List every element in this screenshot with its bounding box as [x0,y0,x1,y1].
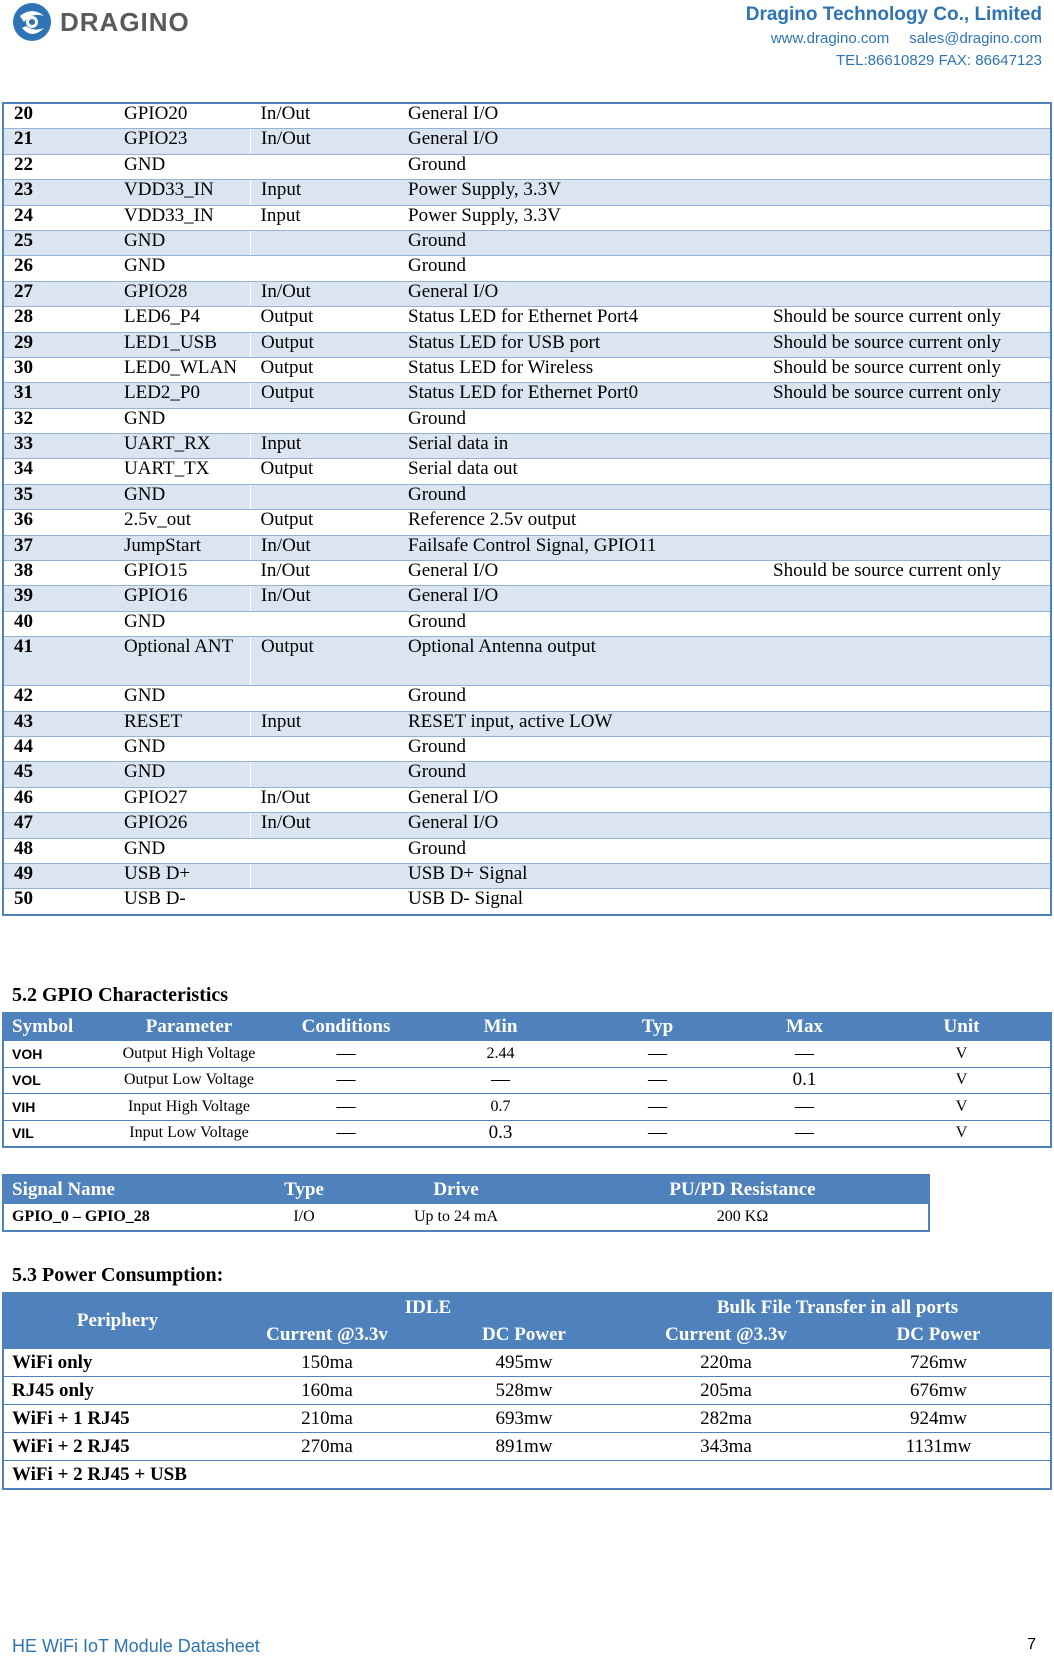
col-drive: Drive [355,1175,557,1204]
table-row [3,686,1051,711]
table-row [3,129,1051,154]
drive-table [2,1174,930,1232]
pin-description: Ground [398,154,763,179]
pin-note [763,103,1051,129]
pin-note [763,484,1051,509]
gpio-parameter: Input Low Voltage [108,1120,270,1147]
table-row [3,736,1051,761]
gpio-unit: V [873,1094,1051,1121]
gpio-conditions: — [270,1094,422,1121]
pin-type: Output [251,637,399,686]
logo-text: DRAGINO [60,7,190,37]
power-bulk-power [827,1461,1051,1490]
page-number: 7 [1027,1636,1036,1653]
pin-name: GPIO15 [114,561,251,586]
table-row [3,180,1051,205]
pin-name: GPIO27 [114,787,251,812]
table-row [3,357,1051,382]
pin-number: 24 [3,205,114,230]
gpio-max: — [736,1094,873,1121]
col-resistance: PU/PD Resistance [557,1175,929,1204]
pin-name: UART_RX [114,434,251,459]
pin-number: 31 [3,383,114,408]
gpio-min: 0.3 [422,1120,579,1147]
pin-type: In/Out [251,561,399,586]
gpio-min: — [422,1067,579,1094]
power-bulk-current: 220ma [625,1349,827,1377]
pin-number: 20 [3,103,114,129]
power-periphery: WiFi + 2 RJ45 [3,1433,231,1461]
pin-number: 33 [3,434,114,459]
pin-name: 2.5v_out [114,510,251,535]
pin-type: In/Out [251,281,399,306]
table-row [3,154,1051,179]
pin-name: GND [114,611,251,636]
pin-number: 49 [3,863,114,888]
pin-description: Status LED for Wireless [398,357,763,382]
col-type: Type [253,1175,355,1204]
table-row [3,863,1051,888]
table-row [3,281,1051,306]
pin-description: Optional Antenna output [398,637,763,686]
gpio-symbol: VOL [3,1067,108,1094]
pin-note [763,762,1051,787]
table-row [3,838,1051,863]
pin-note [763,813,1051,838]
power-bulk-power: 1131mw [827,1433,1051,1461]
gpio-symbol: VIH [3,1094,108,1121]
pin-number: 47 [3,813,114,838]
pin-note [763,889,1051,915]
pin-number: 36 [3,510,114,535]
pin-note: Should be source current only [763,357,1051,382]
pin-description: Ground [398,484,763,509]
pin-description: Power Supply, 3.3V [398,180,763,205]
gpio-max: — [736,1120,873,1147]
pin-type [251,686,399,711]
pin-name: JumpStart [114,535,251,560]
table-row [3,1433,1051,1461]
power-bulk-current [625,1461,827,1490]
gpio-conditions: — [270,1120,422,1147]
pin-note [763,736,1051,761]
pin-type [251,736,399,761]
pin-number: 44 [3,736,114,761]
pin-note [763,510,1051,535]
table-row [3,434,1051,459]
company-name: Dragino Technology Co., Limited [745,4,1042,25]
pin-name: GND [114,408,251,433]
pin-note [763,281,1051,306]
pin-name: LED0_WLAN [114,357,251,382]
power-bulk-power: 676mw [827,1377,1051,1405]
power-idle-power [423,1461,625,1490]
signal-type: I/O [293,1208,315,1225]
pin-number: 50 [3,889,114,915]
pin-number: 30 [3,357,114,382]
pin-note: Should be source current only [763,383,1051,408]
power-idle-current: 210ma [231,1405,423,1433]
table-row [3,535,1051,560]
power-bulk-current: 282ma [625,1405,827,1433]
table-row [3,484,1051,509]
dragino-logo [10,0,220,46]
col-symbol: Symbol [3,1013,108,1041]
gpio-parameter: Input High Voltage [108,1094,270,1121]
pin-type [251,889,399,915]
power-idle-current: 160ma [231,1377,423,1405]
signal-name: GPIO_0 – GPIO_28 [12,1208,150,1225]
col-min: Min [422,1013,579,1041]
pin-number: 26 [3,256,114,281]
pin-description: Status LED for Ethernet Port4 [398,307,763,332]
pin-name: GPIO16 [114,586,251,611]
pin-name: GND [114,736,251,761]
table-row [3,889,1051,915]
pin-type [251,484,399,509]
pin-type [251,611,399,636]
pin-description: Failsafe Control Signal, GPIO11 [398,535,763,560]
power-bulk-current: 343ma [625,1433,827,1461]
table-row [3,637,1051,686]
table-row [3,1461,1051,1490]
power-idle-power: 693mw [423,1405,625,1433]
pin-type: Output [251,357,399,382]
table-row [3,408,1051,433]
gpio-max: 0.1 [736,1067,873,1094]
table-row [3,762,1051,787]
pin-name: LED2_P0 [114,383,251,408]
pin-number: 40 [3,611,114,636]
col-max: Max [736,1013,873,1041]
pin-name: Optional ANT [114,637,251,686]
pin-name: GND [114,838,251,863]
gpio-min: 2.44 [422,1041,579,1068]
pin-number: 41 [3,637,114,686]
table-row [3,1120,1051,1147]
pin-description: Ground [398,838,763,863]
gpio-symbol: VOH [3,1041,108,1068]
pin-description: Ground [398,736,763,761]
table-row [3,813,1051,838]
pin-description: General I/O [398,561,763,586]
pin-description: Ground [398,230,763,255]
pin-description: Ground [398,686,763,711]
table-row [3,561,1051,586]
pin-name: GPIO20 [114,103,251,129]
table-row [3,787,1051,812]
pin-description: USB D+ Signal [398,863,763,888]
pin-description: Power Supply, 3.3V [398,205,763,230]
table-row [3,1204,929,1231]
col-idle-current: Current @3.3v [231,1321,423,1349]
pin-description: Ground [398,611,763,636]
pin-note [763,205,1051,230]
table-row [3,510,1051,535]
col-unit: Unit [873,1013,1051,1041]
table-row [3,103,1051,129]
pin-description: General I/O [398,813,763,838]
power-periphery: WiFi + 1 RJ45 [3,1405,231,1433]
power-heading: 5.3 Power Consumption: [12,1264,224,1286]
pin-description: RESET input, active LOW [398,711,763,736]
table-row [3,1067,1051,1094]
power-bulk-power: 726mw [827,1349,1051,1377]
company-website[interactable]: www.dragino.com [770,30,890,47]
pin-name: GND [114,256,251,281]
table-row [3,230,1051,255]
pin-type: In/Out [251,129,399,154]
pin-type: In/Out [251,586,399,611]
pin-note [763,686,1051,711]
pin-number: 37 [3,535,114,560]
table-row [3,307,1051,332]
table-row [3,1349,1051,1377]
table-row [3,332,1051,357]
pin-note [763,611,1051,636]
pin-type [251,408,399,433]
pin-description: USB D- Signal [398,889,763,915]
table-row [3,1405,1051,1433]
gpio-typ: — [579,1067,736,1094]
power-periphery: RJ45 only [3,1377,231,1405]
pin-type: Output [251,307,399,332]
pin-description: General I/O [398,103,763,129]
pin-type [251,762,399,787]
pin-name: USB D- [114,889,251,915]
gpio-heading: 5.2 GPIO Characteristics [12,984,229,1006]
pin-type: Output [251,510,399,535]
pin-type: Input [251,205,399,230]
power-idle-power: 891mw [423,1433,625,1461]
pin-note [763,586,1051,611]
pin-name: UART_TX [114,459,251,484]
pin-type [251,230,399,255]
pin-description: Ground [398,762,763,787]
pin-note [763,180,1051,205]
power-idle-power: 528mw [423,1377,625,1405]
pin-type: In/Out [251,535,399,560]
pin-number: 38 [3,561,114,586]
pin-number: 48 [3,838,114,863]
pin-type: In/Out [251,813,399,838]
pin-number: 28 [3,307,114,332]
signal-resistance: 200 KΩ [716,1208,769,1225]
pin-note [763,230,1051,255]
power-bulk-current: 205ma [625,1377,827,1405]
table-row [3,611,1051,636]
pin-name: VDD33_IN [114,205,251,230]
pin-number: 35 [3,484,114,509]
power-bulk-power: 924mw [827,1405,1051,1433]
pin-description: Status LED for USB port [398,332,763,357]
pin-type: Output [251,459,399,484]
gpio-parameter: Output Low Voltage [108,1067,270,1094]
table-row [3,256,1051,281]
pin-table [2,102,1052,916]
pin-name: GND [114,230,251,255]
pin-name: VDD33_IN [114,180,251,205]
col-bulk-current: Current @3.3v [625,1321,827,1349]
power-idle-power: 495mw [423,1349,625,1377]
pin-name: GND [114,686,251,711]
pin-number: 29 [3,332,114,357]
gpio-conditions: — [270,1067,422,1094]
pin-type: Input [251,434,399,459]
pin-description: General I/O [398,787,763,812]
pin-number: 21 [3,129,114,154]
pin-description: Ground [398,256,763,281]
pin-note: Should be source current only [763,307,1051,332]
pin-number: 45 [3,762,114,787]
pin-type [251,154,399,179]
pin-name: GND [114,154,251,179]
table-row [3,711,1051,736]
pin-note [763,434,1051,459]
pin-description: General I/O [398,281,763,306]
gpio-unit: V [873,1041,1051,1068]
pin-number: 39 [3,586,114,611]
pin-description: Status LED for Ethernet Port0 [398,383,763,408]
gpio-conditions: — [270,1041,422,1068]
table-row [3,459,1051,484]
footer-title: HE WiFi IoT Module Datasheet [12,1636,260,1656]
pin-note: Should be source current only [763,332,1051,357]
pin-description: Serial data in [398,434,763,459]
pin-number: 32 [3,408,114,433]
pin-number: 22 [3,154,114,179]
pin-name: GND [114,484,251,509]
col-conditions: Conditions [270,1013,422,1041]
company-email[interactable]: sales@dragino.com [909,30,1042,47]
pin-type: Output [251,383,399,408]
power-idle-current: 270ma [231,1433,423,1461]
pin-note [763,129,1051,154]
pin-note [763,154,1051,179]
table-row [3,383,1051,408]
pin-note [763,535,1051,560]
pin-type: In/Out [251,787,399,812]
col-parameter: Parameter [108,1013,270,1041]
gpio-symbol: VIL [3,1120,108,1147]
pin-number: 25 [3,230,114,255]
pin-number: 23 [3,180,114,205]
gpio-min: 0.7 [422,1094,579,1121]
pin-name: GPIO28 [114,281,251,306]
pin-description: Ground [398,408,763,433]
pin-type [251,256,399,281]
pin-type [251,863,399,888]
power-idle-current: 150ma [231,1349,423,1377]
pin-description: General I/O [398,129,763,154]
pin-note: Should be source current only [763,561,1051,586]
pin-name: USB D+ [114,863,251,888]
gpio-typ: — [579,1094,736,1121]
pin-number: 34 [3,459,114,484]
pin-note [763,256,1051,281]
power-periphery: WiFi + 2 RJ45 + USB [3,1461,231,1490]
company-info [746,2,1042,72]
pin-name: LED6_P4 [114,307,251,332]
table-row [3,205,1051,230]
pin-name: GPIO26 [114,813,251,838]
pin-note [763,838,1051,863]
pin-note [763,711,1051,736]
company-phone: TEL:86610829 FAX: 86647123 [835,52,1042,69]
col-idle-power: DC Power [423,1321,625,1349]
pin-type: In/Out [251,103,399,129]
pin-note [763,459,1051,484]
pin-number: 46 [3,787,114,812]
col-idle: IDLE [231,1293,625,1321]
pin-type: Input [251,711,399,736]
col-bulk: Bulk File Transfer in all ports [625,1293,1051,1321]
pin-name: LED1_USB [114,332,251,357]
col-typ: Typ [579,1013,736,1041]
pin-number: 42 [3,686,114,711]
pin-type [251,838,399,863]
pin-type: Input [251,180,399,205]
table-row [3,1041,1051,1068]
gpio-typ: — [579,1120,736,1147]
pin-note [763,863,1051,888]
col-signal-name: Signal Name [3,1175,253,1204]
pin-number: 27 [3,281,114,306]
pin-note [763,637,1051,686]
power-periphery: WiFi only [3,1349,231,1377]
col-bulk-power: DC Power [827,1321,1051,1349]
pin-name: RESET [114,711,251,736]
table-row [3,1377,1051,1405]
gpio-unit: V [873,1067,1051,1094]
pin-type: Output [251,332,399,357]
gpio-typ: — [579,1041,736,1068]
pin-description: Serial data out [398,459,763,484]
pin-note [763,787,1051,812]
pin-note [763,408,1051,433]
power-table [2,1292,1052,1490]
pin-name: GND [114,762,251,787]
table-row [3,1094,1051,1121]
pin-number: 43 [3,711,114,736]
gpio-unit: V [873,1120,1051,1147]
power-idle-current [231,1461,423,1490]
pin-name: GPIO23 [114,129,251,154]
col-periphery: Periphery [3,1293,231,1349]
gpio-max: — [736,1041,873,1068]
pin-description: General I/O [398,586,763,611]
table-row [3,586,1051,611]
gpio-table [2,1012,1052,1148]
gpio-parameter: Output High Voltage [108,1041,270,1068]
pin-description: Reference 2.5v output [398,510,763,535]
signal-drive: Up to 24 mA [414,1208,498,1225]
